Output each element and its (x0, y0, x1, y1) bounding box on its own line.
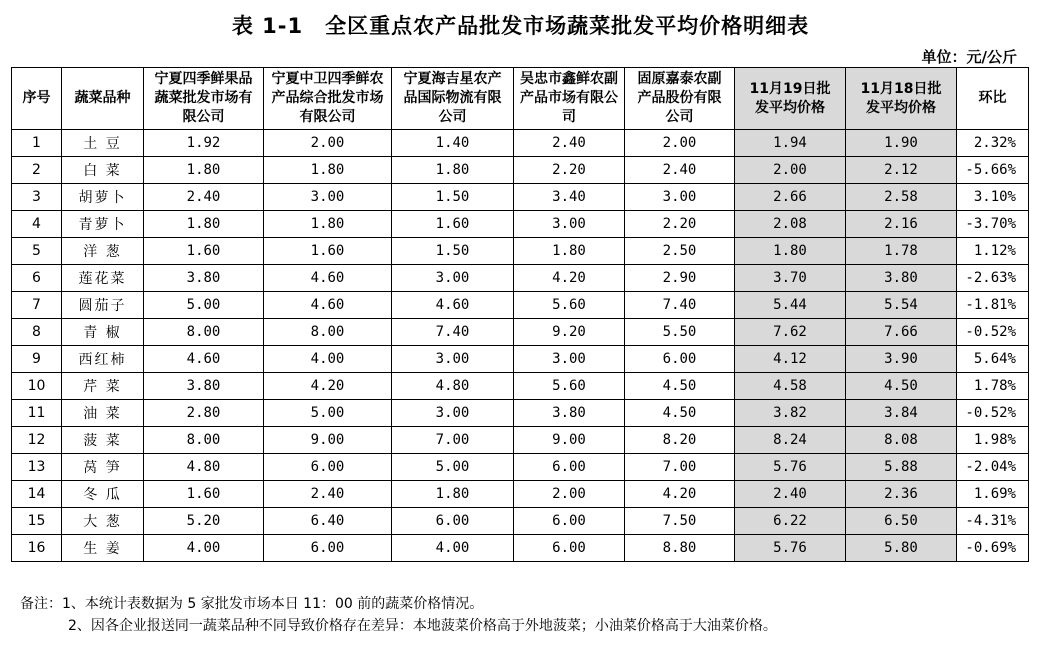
table-row (12, 427, 1029, 454)
cell-market-5: 5.50 (625, 319, 735, 346)
cell-seq: 11 (12, 400, 62, 427)
cell-market-1: 2.40 (144, 184, 264, 211)
table-row (12, 157, 1029, 184)
cell-avg-nov18: 2.16 (846, 211, 957, 238)
cell-market-1: 1.80 (144, 157, 264, 184)
cell-vegetable: 油 菜 (62, 400, 144, 427)
table-row (12, 238, 1029, 265)
cell-market-5: 7.40 (625, 292, 735, 319)
cell-avg-nov18: 5.54 (846, 292, 957, 319)
cell-change: -2.04% (957, 454, 1029, 481)
cell-market-3: 5.00 (392, 454, 514, 481)
cell-market-3: 1.60 (392, 211, 514, 238)
cell-seq: 12 (12, 427, 62, 454)
cell-avg-nov19: 2.00 (735, 157, 846, 184)
cell-market-5: 4.50 (625, 373, 735, 400)
cell-market-1: 4.80 (144, 454, 264, 481)
cell-market-4: 6.00 (514, 454, 625, 481)
cell-market-1: 1.80 (144, 211, 264, 238)
cell-market-1: 8.00 (144, 319, 264, 346)
cell-avg-nov18: 2.12 (846, 157, 957, 184)
cell-seq: 16 (12, 535, 62, 562)
cell-avg-nov19: 2.08 (735, 211, 846, 238)
cell-market-2: 4.00 (264, 346, 392, 373)
cell-avg-nov18: 3.84 (846, 400, 957, 427)
cell-vegetable: 洋 葱 (62, 238, 144, 265)
cell-vegetable: 青 椒 (62, 319, 144, 346)
cell-market-1: 8.00 (144, 427, 264, 454)
note-1: 备注：1、本统计表数据为 5 家批发市场本日 11：00 前的蔬菜价格情况。 (20, 596, 484, 612)
cell-market-3: 7.40 (392, 319, 514, 346)
cell-seq: 8 (12, 319, 62, 346)
cell-market-1: 5.00 (144, 292, 264, 319)
cell-seq: 13 (12, 454, 62, 481)
cell-market-5: 4.50 (625, 400, 735, 427)
cell-avg-nov18: 3.90 (846, 346, 957, 373)
price-table (11, 67, 1029, 562)
cell-change: -0.52% (957, 319, 1029, 346)
cell-market-2: 6.00 (264, 454, 392, 481)
cell-market-1: 4.00 (144, 535, 264, 562)
document-title (0, 10, 1041, 40)
cell-market-4: 9.00 (514, 427, 625, 454)
cell-avg-nov19: 4.58 (735, 373, 846, 400)
cell-market-3: 6.00 (392, 508, 514, 535)
cell-change: 3.10% (957, 184, 1029, 211)
cell-avg-nov19: 6.22 (735, 508, 846, 535)
cell-market-3: 1.80 (392, 157, 514, 184)
table-body (12, 130, 1029, 562)
cell-avg-nov18: 4.50 (846, 373, 957, 400)
cell-market-4: 2.20 (514, 157, 625, 184)
cell-market-4: 3.80 (514, 400, 625, 427)
cell-market-1: 1.60 (144, 481, 264, 508)
cell-change: 2.32% (957, 130, 1029, 157)
cell-change: -3.70% (957, 211, 1029, 238)
cell-market-3: 4.00 (392, 535, 514, 562)
cell-change: 1.78% (957, 373, 1029, 400)
table-row (12, 130, 1029, 157)
cell-avg-nov19: 8.24 (735, 427, 846, 454)
cell-market-4: 3.00 (514, 346, 625, 373)
cell-market-3: 1.40 (392, 130, 514, 157)
header-market-2: 宁夏中卫四季鲜农产品综合批发市场有限公司 (264, 68, 392, 130)
cell-market-4: 3.00 (514, 211, 625, 238)
cell-avg-nov18: 2.58 (846, 184, 957, 211)
cell-avg-nov18: 3.80 (846, 265, 957, 292)
cell-change: -4.31% (957, 508, 1029, 535)
cell-change: -0.69% (957, 535, 1029, 562)
cell-market-4: 3.40 (514, 184, 625, 211)
cell-avg-nov18: 5.80 (846, 535, 957, 562)
header-avg-nov19: 11月19日批发平均价格 (735, 68, 846, 130)
cell-avg-nov19: 5.76 (735, 454, 846, 481)
cell-market-5: 4.20 (625, 481, 735, 508)
cell-market-2: 6.40 (264, 508, 392, 535)
cell-market-2: 4.60 (264, 292, 392, 319)
cell-market-3: 1.50 (392, 184, 514, 211)
cell-seq: 6 (12, 265, 62, 292)
cell-market-1: 1.92 (144, 130, 264, 157)
table-row (12, 265, 1029, 292)
cell-avg-nov19: 3.82 (735, 400, 846, 427)
cell-market-5: 8.80 (625, 535, 735, 562)
cell-change: 1.12% (957, 238, 1029, 265)
cell-seq: 10 (12, 373, 62, 400)
cell-market-1: 1.60 (144, 238, 264, 265)
cell-seq: 1 (12, 130, 62, 157)
cell-vegetable: 青萝卜 (62, 211, 144, 238)
cell-market-5: 2.90 (625, 265, 735, 292)
cell-market-5: 2.00 (625, 130, 735, 157)
cell-seq: 15 (12, 508, 62, 535)
header-seq: 序号 (12, 68, 62, 130)
table-row (12, 481, 1029, 508)
header-avg-nov18: 11月18日批发平均价格 (846, 68, 957, 130)
header-change: 环比 (957, 68, 1029, 130)
cell-vegetable: 圆茄子 (62, 292, 144, 319)
table-row (12, 508, 1029, 535)
header-row (12, 68, 1029, 130)
cell-market-2: 1.60 (264, 238, 392, 265)
cell-vegetable: 莴 笋 (62, 454, 144, 481)
cell-market-3: 4.60 (392, 292, 514, 319)
cell-market-2: 8.00 (264, 319, 392, 346)
cell-avg-nov19: 7.62 (735, 319, 846, 346)
header-market-5: 固原嘉泰农副产品股份有限公司 (625, 68, 735, 130)
note-2: 2、因各企业报送同一蔬菜品种不同导致价格存在差异：本地菠菜价格高于外地菠菜；小油菜价格高于大油菜价格。 (68, 618, 777, 634)
cell-change: 1.69% (957, 481, 1029, 508)
cell-avg-nov18: 6.50 (846, 508, 957, 535)
cell-seq: 2 (12, 157, 62, 184)
cell-vegetable: 土 豆 (62, 130, 144, 157)
cell-vegetable: 芹 菜 (62, 373, 144, 400)
cell-market-3: 4.80 (392, 373, 514, 400)
cell-market-1: 4.60 (144, 346, 264, 373)
unit-label: 单位：元/公斤 (921, 48, 1017, 66)
cell-market-4: 6.00 (514, 535, 625, 562)
cell-avg-nov18: 1.90 (846, 130, 957, 157)
cell-market-3: 3.00 (392, 265, 514, 292)
cell-market-4: 2.40 (514, 130, 625, 157)
cell-market-2: 6.00 (264, 535, 392, 562)
cell-change: -2.63% (957, 265, 1029, 292)
cell-vegetable: 胡萝卜 (62, 184, 144, 211)
cell-vegetable: 白 菜 (62, 157, 144, 184)
cell-avg-nov19: 1.94 (735, 130, 846, 157)
cell-vegetable: 莲花菜 (62, 265, 144, 292)
cell-market-4: 5.60 (514, 373, 625, 400)
cell-avg-nov18: 7.66 (846, 319, 957, 346)
cell-market-2: 2.00 (264, 130, 392, 157)
cell-avg-nov19: 2.40 (735, 481, 846, 508)
cell-market-2: 3.00 (264, 184, 392, 211)
cell-change: 5.64% (957, 346, 1029, 373)
cell-change: -0.52% (957, 400, 1029, 427)
cell-seq: 3 (12, 184, 62, 211)
table-row (12, 535, 1029, 562)
notes (20, 593, 777, 637)
cell-market-3: 1.80 (392, 481, 514, 508)
cell-seq: 7 (12, 292, 62, 319)
cell-market-4: 1.80 (514, 238, 625, 265)
cell-market-2: 4.20 (264, 373, 392, 400)
cell-vegetable: 生 姜 (62, 535, 144, 562)
cell-market-5: 7.00 (625, 454, 735, 481)
cell-market-1: 5.20 (144, 508, 264, 535)
cell-avg-nov18: 5.88 (846, 454, 957, 481)
cell-market-4: 5.60 (514, 292, 625, 319)
cell-market-2: 1.80 (264, 157, 392, 184)
cell-market-2: 4.60 (264, 265, 392, 292)
cell-market-3: 3.00 (392, 346, 514, 373)
cell-vegetable: 大 葱 (62, 508, 144, 535)
header-vegetable: 蔬菜品种 (62, 68, 144, 130)
cell-market-3: 1.50 (392, 238, 514, 265)
cell-market-2: 5.00 (264, 400, 392, 427)
cell-market-1: 2.80 (144, 400, 264, 427)
cell-market-4: 9.20 (514, 319, 625, 346)
cell-market-5: 2.50 (625, 238, 735, 265)
title-text: 全区重点农产品批发市场蔬菜批发平均价格明细表 (325, 14, 810, 38)
cell-market-1: 3.80 (144, 265, 264, 292)
table-row (12, 184, 1029, 211)
cell-market-3: 3.00 (392, 400, 514, 427)
cell-seq: 14 (12, 481, 62, 508)
cell-market-4: 6.00 (514, 508, 625, 535)
cell-market-5: 2.40 (625, 157, 735, 184)
cell-avg-nov18: 2.36 (846, 481, 957, 508)
cell-seq: 4 (12, 211, 62, 238)
cell-market-5: 2.20 (625, 211, 735, 238)
table-row (12, 346, 1029, 373)
cell-vegetable: 菠 菜 (62, 427, 144, 454)
cell-avg-nov19: 2.66 (735, 184, 846, 211)
table-row (12, 373, 1029, 400)
cell-market-4: 4.20 (514, 265, 625, 292)
cell-avg-nov19: 4.12 (735, 346, 846, 373)
cell-avg-nov19: 3.70 (735, 265, 846, 292)
cell-market-2: 1.80 (264, 211, 392, 238)
cell-avg-nov19: 5.44 (735, 292, 846, 319)
table-row (12, 319, 1029, 346)
cell-seq: 5 (12, 238, 62, 265)
cell-avg-nov18: 1.78 (846, 238, 957, 265)
cell-market-2: 9.00 (264, 427, 392, 454)
cell-market-2: 2.40 (264, 481, 392, 508)
cell-market-1: 3.80 (144, 373, 264, 400)
header-market-1: 宁夏四季鲜果品蔬菜批发市场有限公司 (144, 68, 264, 130)
table-row (12, 211, 1029, 238)
header-market-4: 吴忠市鑫鲜农副产品市场有限公司 (514, 68, 625, 130)
table-number: 表 1-1 (231, 14, 304, 38)
cell-avg-nov19: 5.76 (735, 535, 846, 562)
cell-avg-nov18: 8.08 (846, 427, 957, 454)
cell-market-5: 6.00 (625, 346, 735, 373)
cell-change: -1.81% (957, 292, 1029, 319)
table-row (12, 292, 1029, 319)
cell-change: 1.98% (957, 427, 1029, 454)
table-row (12, 400, 1029, 427)
cell-market-4: 2.00 (514, 481, 625, 508)
cell-market-5: 3.00 (625, 184, 735, 211)
cell-market-5: 8.20 (625, 427, 735, 454)
cell-vegetable: 冬 瓜 (62, 481, 144, 508)
cell-avg-nov19: 1.80 (735, 238, 846, 265)
cell-market-3: 7.00 (392, 427, 514, 454)
cell-vegetable: 西红柿 (62, 346, 144, 373)
cell-change: -5.66% (957, 157, 1029, 184)
table-row (12, 454, 1029, 481)
cell-seq: 9 (12, 346, 62, 373)
header-market-3: 宁夏海吉星农产品国际物流有限公司 (392, 68, 514, 130)
cell-market-5: 7.50 (625, 508, 735, 535)
